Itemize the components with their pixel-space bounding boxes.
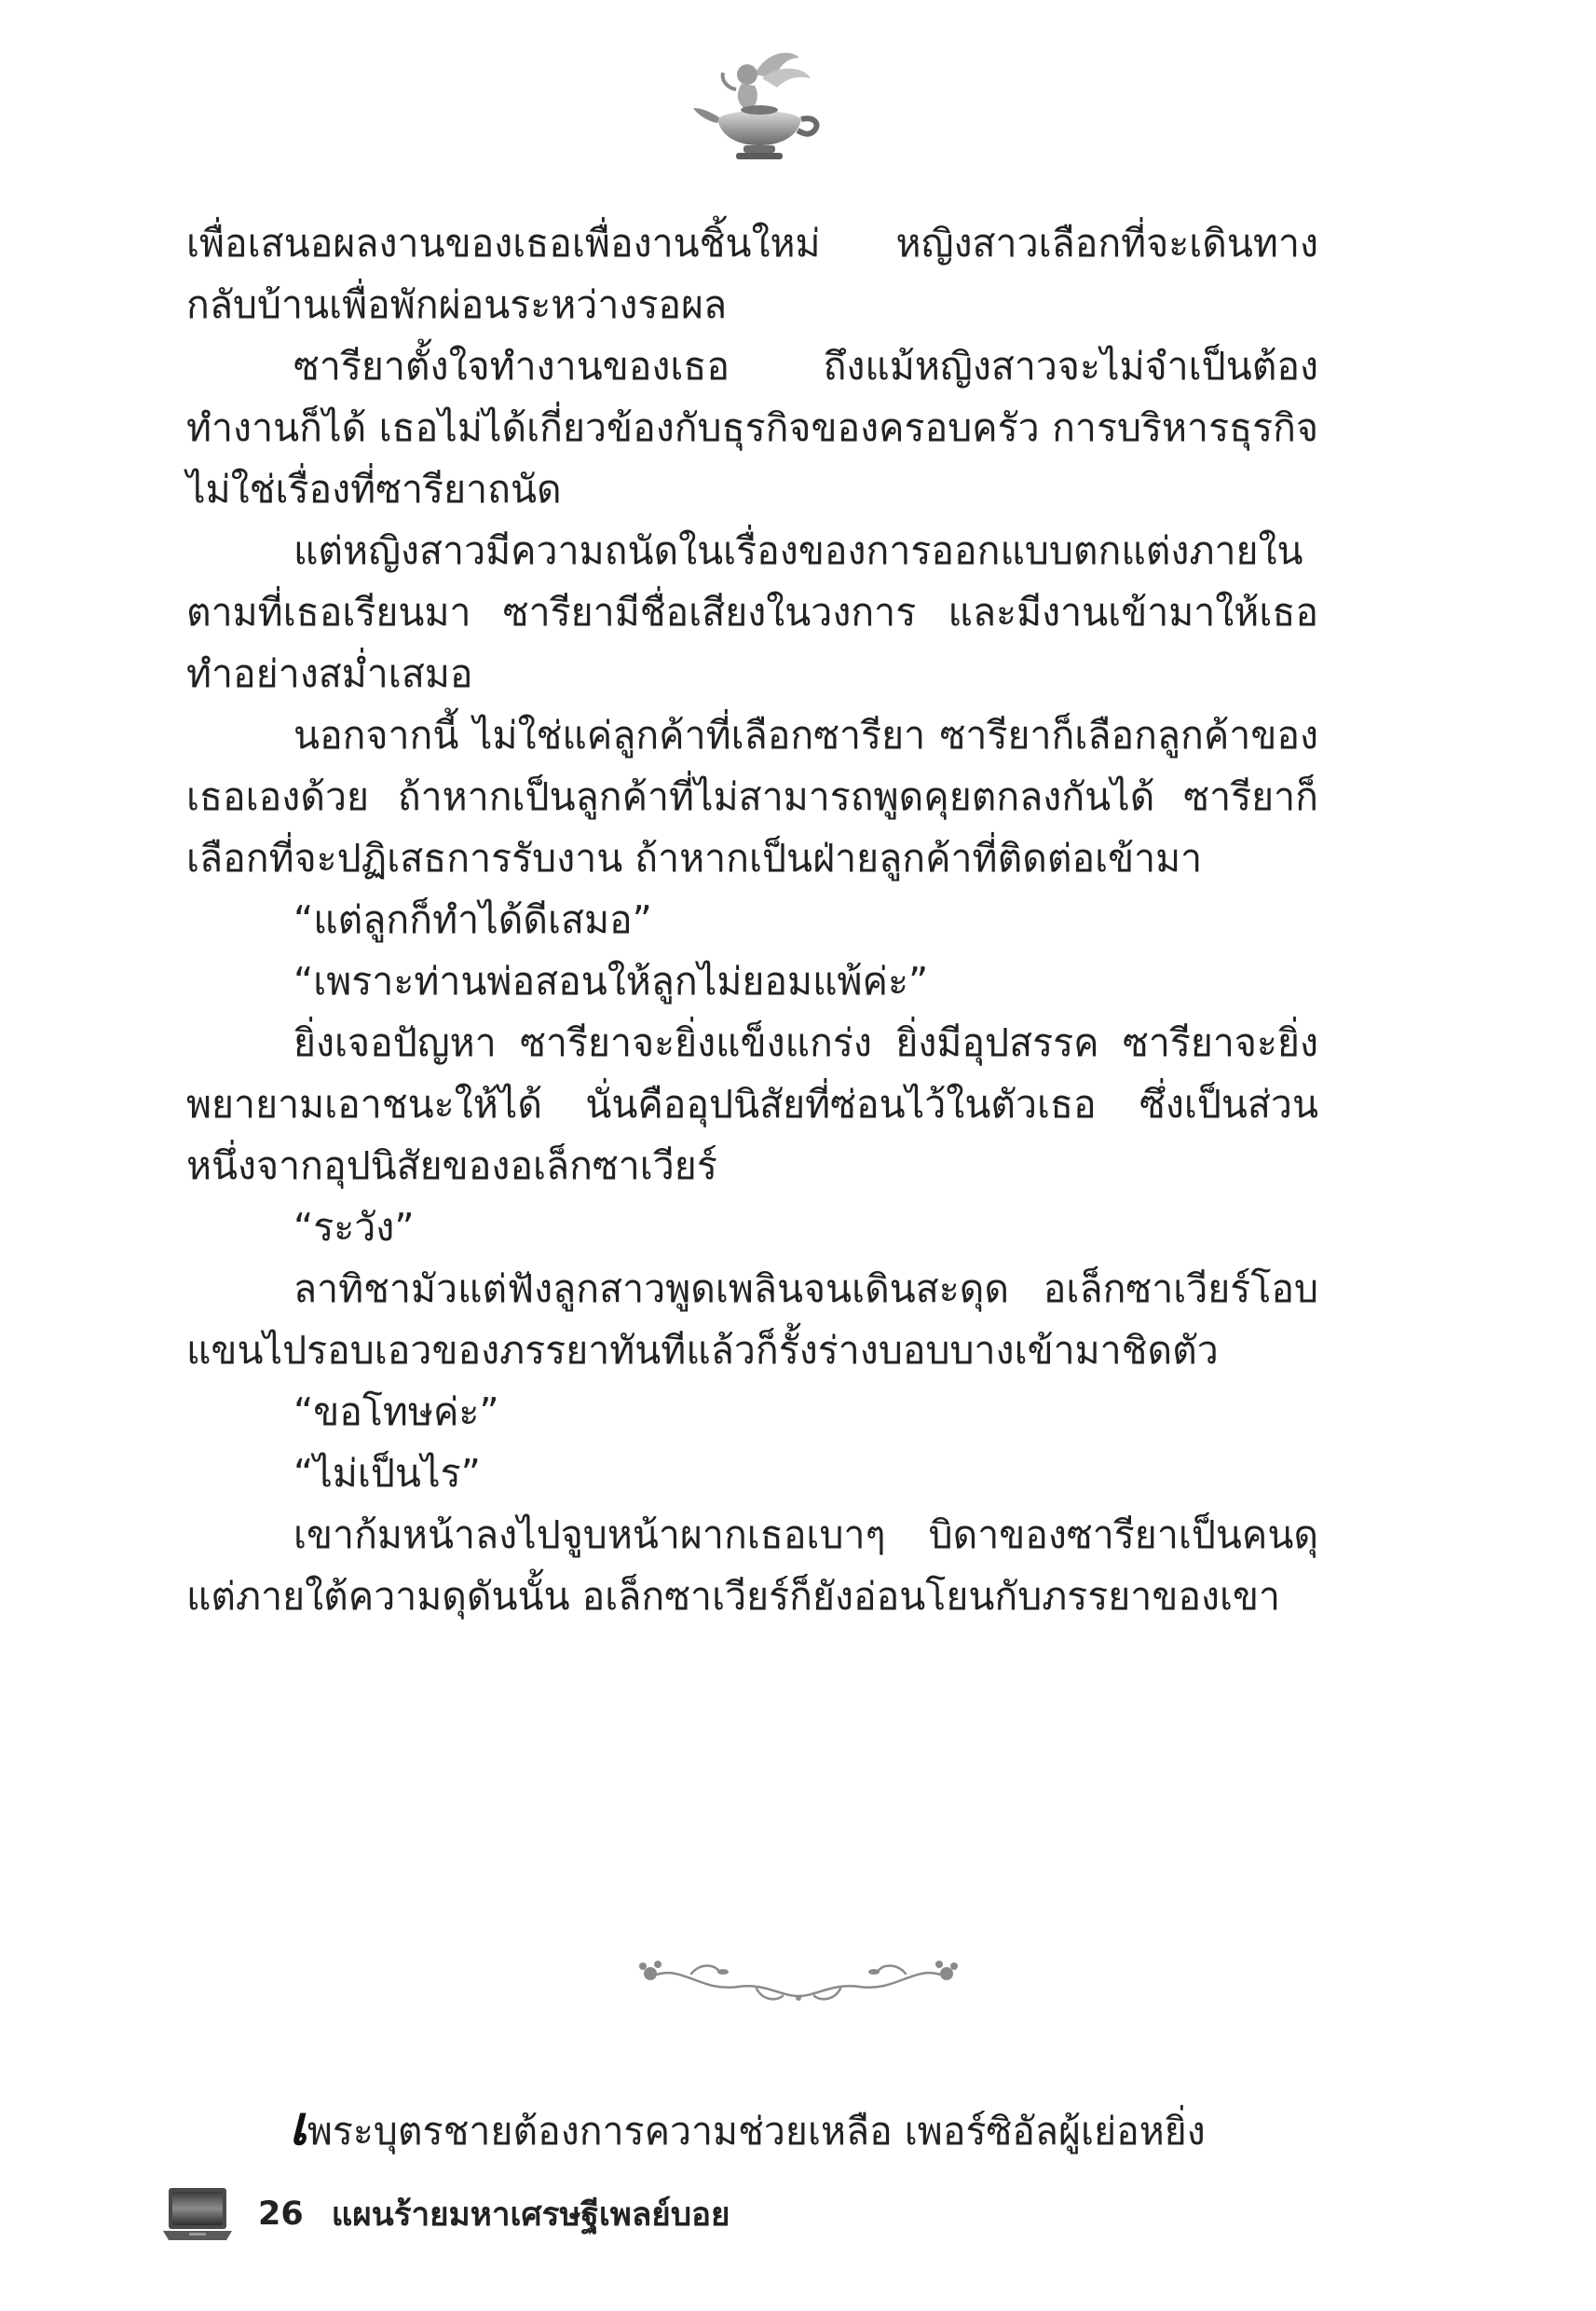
paragraph: ซารียาตั้งใจทำงานของเธอ ถึงแม้หญิงสาวจะไม่จำเป็นต้องทำงานก็ได้ เธอไม่ได้เกี่ยวข้องกับธุรกิจของครอบครัว การบริหารธุรกิจไม่ใช่เรื่องที่ซารียาถนัด [186, 344, 1318, 512]
paragraph: ลาทิชามัวแต่ฟังลูกสาวพูดเพลินจนเดินสะดุด อเล็กซาเวียร์โอบแขนไปรอบเอวของภรรยาทันทีแล้วก็รั้งร่างบอบบางเข้ามาชิดตัว [186, 1266, 1318, 1373]
dialogue-line: “ระวัง” [293, 1205, 415, 1250]
page-footer [161, 2177, 730, 2251]
drop-letter: เ [289, 2094, 307, 2157]
floral-vine-divider-icon [626, 1955, 971, 2009]
dialogue-line: “แต่ลูกก็ทำได้ดีเสมอ” [293, 897, 652, 942]
page-number: 26 [258, 2195, 304, 2233]
paragraph: เพื่อเสนอผลงานของเธอเพื่องานชิ้นใหม่ หญิงสาวเลือกที่จะเดินทางกลับบ้านเพื่อพักผ่อนระหว่างรอผล [186, 221, 1318, 327]
paragraph: แต่หญิงสาวมีความถนัดในเรื่องของการออกแบบตกแต่งภายในตามที่เธอเรียนมา ซารียามีชื่อเสียงในวงการ และมีงานเข้ามาให้เธอทำอย่างสม่ำเสมอ [186, 528, 1318, 696]
cupid-magic-lamp-icon [689, 47, 829, 168]
book-title: แผนร้ายมหาเศรษฐีเพลย์บอย [331, 2195, 730, 2234]
chapter-opening-text: พระบุตรชายต้องการความช่วยเหลือ เพอร์ซิอัลผู้เย่อหยิ่ง [307, 2109, 1206, 2154]
body-text [186, 212, 1318, 1627]
paragraph: นอกจากนี้ ไม่ใช่แค่ลูกค้าที่เลือกซารียา ซารียาก็เลือกลูกค้าของเธอเองด้วย ถ้าหากเป็นลูกค้าที่ไม่สามารถพูดคุยตกลงกันได้ ซารียาก็เลือกที่จะปฏิเสธการรับงาน ถ้าหากเป็นฝ่ายลูกค้าที่ติดต่อเข้ามา [186, 713, 1318, 881]
dialogue-line: “ไม่เป็นไร” [293, 1451, 481, 1496]
paragraph: เขาก้มหน้าลงไปจูบหน้าผากเธอเบาๆ บิดาของซารียาเป็นคนดุแต่ภายใต้ความดุดันนั้น อเล็กซาเวียร์ก็ยังอ่อนโยนกับภรรยาของเขา [186, 1512, 1318, 1619]
dialogue-line: “ขอโทษค่ะ” [293, 1389, 499, 1434]
chapter-opening-line [289, 2095, 1318, 2162]
laptop-icon [161, 2184, 234, 2244]
paragraph: ยิ่งเจอปัญหา ซารียาจะยิ่งแข็งแกร่ง ยิ่งมีอุปสรรค ซารียาจะยิ่งพยายามเอาชนะให้ได้ นั่นคืออุปนิสัยที่ซ่อนไว้ในตัวเธอ ซึ่งเป็นส่วนหนึ่งจากอุปนิสัยของอเล็กซาเวียร์ [186, 1020, 1318, 1188]
dialogue-line: “เพราะท่านพ่อสอนให้ลูกไม่ยอมแพ้ค่ะ” [293, 959, 929, 1004]
